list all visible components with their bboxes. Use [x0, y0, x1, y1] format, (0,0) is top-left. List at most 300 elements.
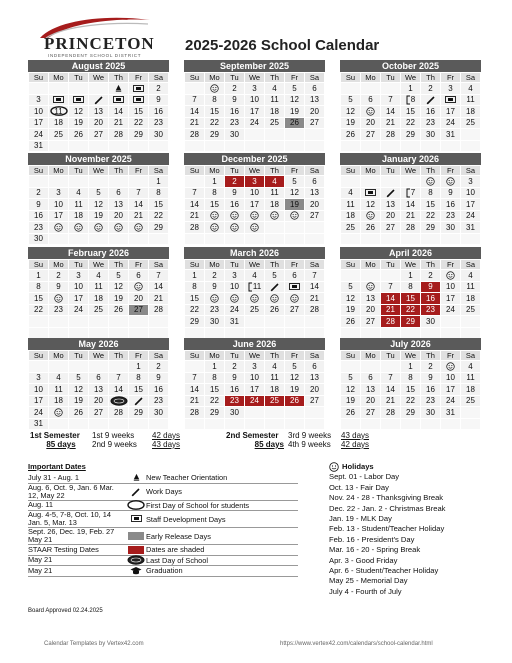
smiley-icon	[446, 177, 455, 186]
pencil-icon	[270, 282, 280, 292]
weekday-label: We	[89, 260, 109, 270]
day-cell	[69, 304, 89, 316]
day-cell	[441, 293, 461, 305]
day-number: 18	[270, 106, 279, 116]
day-cell	[185, 210, 205, 222]
day-cell	[381, 293, 401, 305]
day-cell	[109, 83, 129, 95]
day-number: 17	[34, 118, 43, 128]
day-number: 30	[446, 222, 455, 232]
day-number: 6	[368, 95, 373, 105]
day-cell	[109, 176, 129, 188]
weekday-label: Fr	[441, 351, 461, 361]
day-cell	[29, 384, 49, 396]
day-number: 9	[232, 188, 237, 198]
month-calendar	[340, 338, 481, 430]
day-cell	[49, 199, 69, 211]
day-cell	[129, 281, 149, 293]
page-title: 2025-2026 School Calendar	[185, 37, 380, 54]
day-number: 4	[96, 270, 101, 280]
day-cell	[205, 233, 225, 245]
day-cell	[421, 117, 441, 129]
day-cell	[149, 384, 169, 396]
day-cell	[185, 304, 205, 316]
day-cell	[245, 210, 265, 222]
weekday-label: Mo	[49, 73, 69, 83]
day-cell	[109, 418, 129, 430]
day-cell	[149, 222, 169, 234]
day-number: 30	[230, 129, 239, 139]
day-cell	[381, 361, 401, 373]
day-number: 25	[466, 118, 475, 128]
day-number: 13	[366, 293, 375, 303]
day-number: 11	[270, 95, 279, 105]
day-cell	[185, 117, 205, 129]
day-cell	[205, 199, 225, 211]
day-number: 25	[94, 305, 103, 315]
legend-dates: Aug. 4-5, 7-8, Oct. 10, 14 Jan. 5, Mar. 13	[28, 510, 111, 527]
day-cell	[89, 304, 109, 316]
day-number: 10	[250, 188, 259, 198]
day-number: 11	[466, 282, 475, 292]
day-number: 20	[94, 118, 103, 128]
day-cell	[185, 233, 205, 245]
day-number: 29	[426, 222, 435, 232]
day-number: 18	[54, 118, 63, 128]
day-cell	[185, 407, 205, 419]
day-number: 10	[250, 95, 259, 105]
semester-1-label: 1st Semester	[30, 431, 80, 440]
day-number: 23	[426, 118, 435, 128]
day-cell	[401, 222, 421, 234]
day-number: 18	[54, 396, 63, 406]
day-number: 2	[36, 188, 41, 198]
day-number: 30	[426, 316, 435, 326]
day-number: 3	[56, 188, 61, 198]
day-cell	[265, 94, 285, 106]
day-cell	[49, 281, 69, 293]
holidays-list	[329, 462, 445, 597]
day-cell	[285, 270, 305, 282]
day-number: 15	[134, 384, 143, 394]
day-number: 4	[468, 361, 473, 371]
day-cell	[265, 187, 285, 199]
day-cell	[421, 129, 441, 141]
day-cell	[225, 140, 245, 152]
weekday-label: Su	[29, 73, 49, 83]
day-cell	[49, 361, 69, 373]
day-number: 30	[154, 407, 163, 417]
day-number: 27	[310, 211, 319, 221]
weekday-label: Tu	[225, 351, 245, 361]
day-cell	[205, 281, 225, 293]
day-cell	[185, 293, 205, 305]
day-cell	[305, 327, 325, 339]
day-number: 15	[190, 293, 199, 303]
day-number: 19	[74, 396, 83, 406]
day-cell	[341, 187, 361, 199]
day-number: 28	[406, 222, 415, 232]
day-number: 8	[408, 282, 413, 292]
day-cell	[441, 199, 461, 211]
weekday-label: Tu	[69, 73, 89, 83]
day-number: 22	[154, 211, 163, 221]
smiley-icon	[270, 294, 279, 303]
day-cell	[89, 199, 109, 211]
day-cell	[69, 106, 89, 118]
day-number: 28	[386, 407, 395, 417]
day-cell	[205, 129, 225, 141]
day-cell	[341, 327, 361, 339]
day-cell	[149, 83, 169, 95]
day-number: 5	[76, 373, 81, 383]
day-cell	[49, 407, 69, 419]
day-cell	[69, 293, 89, 305]
day-cell	[461, 316, 481, 328]
day-cell	[29, 106, 49, 118]
day-cell	[49, 233, 69, 245]
day-cell	[29, 176, 49, 188]
weekday-label: Mo	[361, 73, 381, 83]
day-cell	[205, 395, 225, 407]
day-number: 4	[252, 270, 257, 280]
smiley-icon	[210, 211, 219, 220]
day-cell	[89, 210, 109, 222]
day-cell	[401, 304, 421, 316]
day-cell	[461, 281, 481, 293]
weekday-label: Fr	[285, 351, 305, 361]
day-number: 4	[348, 188, 353, 198]
day-number: 10	[466, 188, 475, 198]
semester-1-summary	[30, 431, 180, 449]
day-cell	[29, 293, 49, 305]
day-number: 2	[232, 83, 237, 93]
day-cell	[29, 199, 49, 211]
day-cell	[225, 129, 245, 141]
day-cell	[285, 316, 305, 328]
day-number: 27	[366, 407, 375, 417]
month-title: May 2026	[28, 338, 169, 350]
smiley-icon	[230, 211, 239, 220]
day-cell	[421, 222, 441, 234]
day-cell	[29, 187, 49, 199]
day-cell	[129, 140, 149, 152]
day-number: 10	[74, 282, 83, 292]
day-number: 31	[230, 316, 239, 326]
day-cell	[149, 293, 169, 305]
day-cell	[69, 407, 89, 419]
weekday-label: Mo	[49, 260, 69, 270]
day-number: 11	[252, 281, 262, 291]
weekday-label: Tu	[381, 351, 401, 361]
day-cell	[245, 233, 265, 245]
day-cell	[421, 407, 441, 419]
day-cell	[285, 106, 305, 118]
day-number: 14	[114, 384, 123, 394]
day-number: 9	[56, 282, 61, 292]
day-cell	[149, 395, 169, 407]
day-number: 5	[348, 373, 353, 383]
day-number: 3	[448, 83, 453, 93]
weekday-label: Sa	[461, 166, 481, 176]
day-number: 23	[154, 396, 163, 406]
day-cell	[381, 372, 401, 384]
day-number: 5	[348, 282, 353, 292]
weekday-label: Sa	[149, 260, 169, 270]
day-cell	[205, 304, 225, 316]
day-cell	[245, 304, 265, 316]
day-cell	[89, 327, 109, 339]
day-number: 18	[74, 211, 83, 221]
weekday-label: Th	[265, 166, 285, 176]
day-number: 21	[386, 305, 395, 315]
day-number: 30	[426, 407, 435, 417]
day-number: 11	[54, 106, 63, 116]
day-cell	[441, 83, 461, 95]
day-cell	[129, 293, 149, 305]
day-cell	[129, 304, 149, 316]
day-cell	[361, 372, 381, 384]
footer-credit: Calendar Templates by Vertex42.com	[44, 641, 144, 647]
day-cell	[441, 327, 461, 339]
day-cell	[305, 140, 325, 152]
day-cell	[69, 372, 89, 384]
day-cell	[205, 140, 225, 152]
day-cell	[381, 176, 401, 188]
day-cell	[225, 281, 245, 293]
day-cell	[381, 407, 401, 419]
day-cell	[461, 222, 481, 234]
day-cell	[381, 233, 401, 245]
day-cell	[401, 233, 421, 245]
day-number: 15	[134, 106, 143, 116]
day-cell	[461, 83, 481, 95]
day-number: 1	[408, 361, 413, 371]
day-cell	[341, 129, 361, 141]
red-swatch-icon	[126, 545, 146, 554]
day-cell	[341, 293, 361, 305]
day-cell	[205, 187, 225, 199]
weekday-label: Tu	[69, 260, 89, 270]
pencil-icon	[94, 95, 104, 105]
day-cell	[401, 117, 421, 129]
day-number: 7	[312, 270, 317, 280]
day-cell	[109, 361, 129, 373]
smiley-icon	[54, 294, 63, 303]
day-number: 29	[154, 222, 163, 232]
day-cell	[29, 270, 49, 282]
weekday-label: We	[401, 260, 421, 270]
day-cell	[285, 140, 305, 152]
day-cell	[461, 176, 481, 188]
day-cell	[49, 187, 69, 199]
day-number: 8	[192, 282, 197, 292]
weekday-label: Th	[265, 260, 285, 270]
weekday-label: Tu	[381, 73, 401, 83]
day-number: 7	[116, 373, 121, 383]
day-cell	[305, 117, 325, 129]
smiley-icon	[366, 282, 375, 291]
day-cell	[205, 106, 225, 118]
day-cell	[305, 83, 325, 95]
day-number: 30	[154, 129, 163, 139]
day-number: 7	[192, 373, 197, 383]
day-number: 27	[366, 129, 375, 139]
day-cell	[265, 316, 285, 328]
day-cell	[341, 304, 361, 316]
day-cell	[441, 210, 461, 222]
day-cell	[149, 361, 169, 373]
day-cell	[185, 222, 205, 234]
day-cell	[341, 233, 361, 245]
weekday-label: Sa	[149, 351, 169, 361]
day-number: 3	[468, 176, 473, 186]
day-cell	[109, 372, 129, 384]
weekday-label: Th	[421, 73, 441, 83]
footer-url: https://www.vertex42.com/calendars/school-calendar.html	[280, 641, 433, 647]
day-cell	[421, 327, 441, 339]
legend-label: Early Release Days	[146, 531, 211, 541]
day-number: 16	[426, 384, 435, 394]
day-cell	[129, 384, 149, 396]
day-number: 19	[94, 211, 103, 221]
day-number: 6	[96, 373, 101, 383]
day-cell	[49, 117, 69, 129]
day-number: 21	[114, 118, 123, 128]
day-cell	[129, 94, 149, 106]
day-number: 23	[34, 222, 43, 232]
day-number: 2	[428, 83, 433, 93]
day-cell	[149, 129, 169, 141]
day-cell	[265, 222, 285, 234]
weekday-label: Sa	[305, 166, 325, 176]
day-cell	[225, 83, 245, 95]
presentation-icon	[53, 96, 64, 104]
day-cell	[421, 210, 441, 222]
day-number: 19	[114, 293, 123, 303]
day-number: 16	[230, 384, 239, 394]
day-cell	[149, 187, 169, 199]
day-number: 25	[270, 118, 279, 128]
day-number: 17	[74, 293, 83, 303]
day-cell	[185, 106, 205, 118]
day-number: 4	[468, 270, 473, 280]
day-number: 14	[154, 282, 163, 292]
day-number: 4	[272, 83, 277, 93]
day-number: 15	[154, 199, 163, 209]
semester-2-total: 85 days	[254, 440, 284, 449]
day-cell	[461, 372, 481, 384]
day-number: 8	[410, 94, 416, 104]
day-cell	[185, 281, 205, 293]
day-number: 13	[114, 199, 123, 209]
day-number: 23	[426, 305, 435, 315]
day-number: 13	[366, 384, 375, 394]
day-number: 12	[346, 106, 355, 116]
day-number: 27	[386, 222, 395, 232]
day-cell	[69, 129, 89, 141]
day-number: 3	[36, 373, 41, 383]
day-number: 25	[466, 305, 475, 315]
legend-dates: July 31 - Aug. 1	[28, 472, 79, 482]
day-cell	[381, 117, 401, 129]
day-cell	[89, 176, 109, 188]
holiday-item: Mar. 16 - 20 - Spring Break	[329, 545, 421, 555]
day-number: 11	[466, 95, 475, 105]
day-number: 7	[192, 95, 197, 105]
day-cell	[69, 199, 89, 211]
day-cell	[441, 222, 461, 234]
day-cell	[89, 129, 109, 141]
day-number: 20	[366, 396, 375, 406]
weekday-label: Sa	[149, 73, 169, 83]
day-cell	[421, 233, 441, 245]
day-cell	[185, 418, 205, 430]
day-cell	[265, 129, 285, 141]
weekday-label: Su	[341, 260, 361, 270]
day-number: 11	[346, 199, 355, 209]
day-number: 26	[114, 305, 123, 315]
day-number: 26	[74, 407, 83, 417]
day-number: 14	[406, 199, 415, 209]
day-cell	[361, 176, 381, 188]
weekday-label: Fr	[129, 351, 149, 361]
day-number: 21	[134, 211, 143, 221]
day-cell	[401, 384, 421, 396]
legend-label: First Day of School for students	[146, 500, 250, 510]
day-cell	[245, 176, 265, 188]
day-number: 14	[114, 106, 123, 116]
presentation-icon	[126, 515, 146, 524]
month-title: September 2025	[184, 60, 325, 72]
day-cell	[285, 176, 305, 188]
day-cell	[29, 222, 49, 234]
day-cell	[341, 210, 361, 222]
day-cell	[49, 304, 69, 316]
day-cell	[361, 281, 381, 293]
oval-icon	[50, 106, 68, 116]
day-cell	[305, 407, 325, 419]
weekday-label: Th	[265, 351, 285, 361]
day-cell	[89, 407, 109, 419]
day-number: 11	[270, 373, 279, 383]
day-cell	[461, 140, 481, 152]
day-number: 17	[250, 106, 259, 116]
day-number: 10	[34, 106, 43, 116]
day-number: 17	[446, 293, 455, 303]
day-number: 15	[210, 106, 219, 116]
day-cell	[89, 83, 109, 95]
day-number: 15	[406, 384, 415, 394]
smiley-icon	[290, 211, 299, 220]
day-cell	[225, 327, 245, 339]
month-calendar	[28, 338, 169, 430]
day-cell	[441, 270, 461, 282]
day-cell	[225, 187, 245, 199]
weekday-label: Mo	[49, 351, 69, 361]
day-number: 22	[426, 211, 435, 221]
day-number: 12	[74, 106, 83, 116]
presentation-icon	[289, 283, 300, 291]
day-cell	[401, 176, 421, 188]
day-cell	[265, 199, 285, 211]
day-number: 12	[290, 95, 299, 105]
month-calendar	[184, 338, 325, 430]
day-number: 31	[34, 419, 43, 429]
day-cell	[89, 270, 109, 282]
day-cell	[89, 293, 109, 305]
day-cell	[285, 233, 305, 245]
